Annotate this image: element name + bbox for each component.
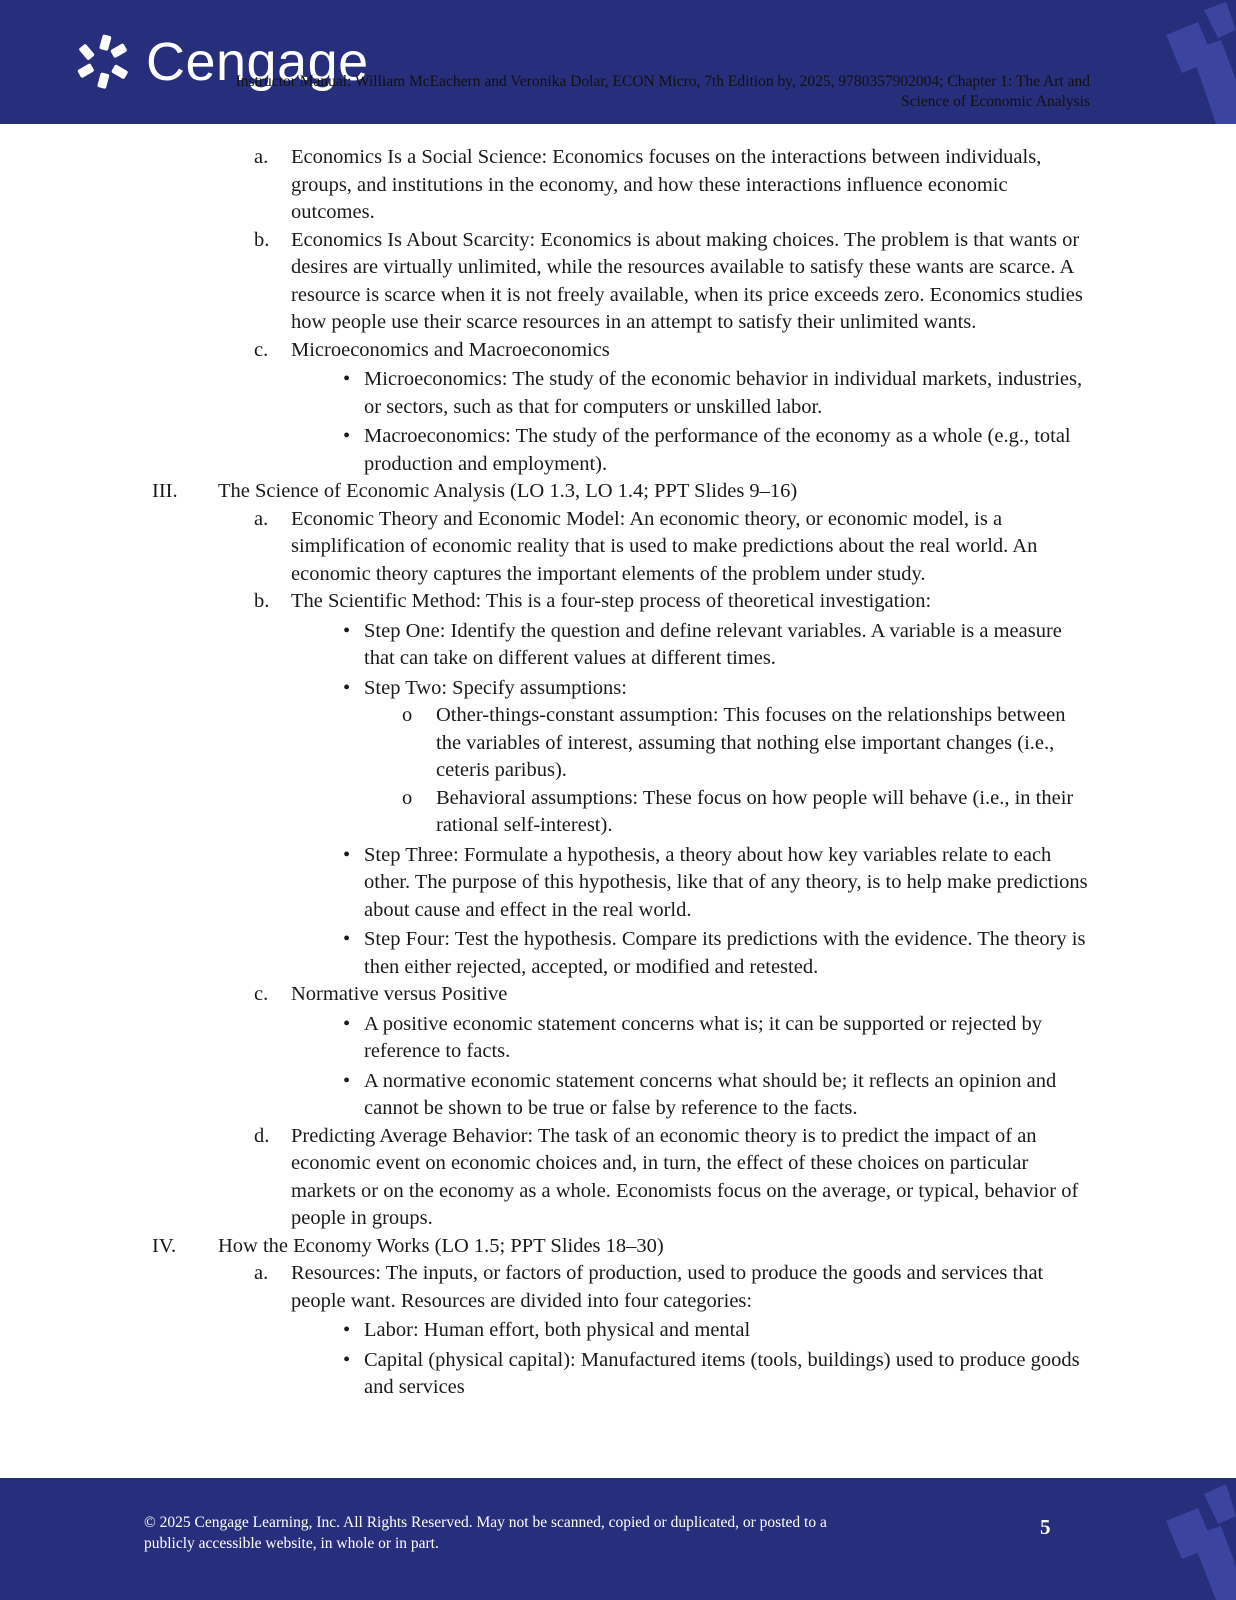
outline-item-text: Behavioral assumptions: These focus on how people will behave (i.e., in their rational self-interest).: [436, 786, 1074, 836]
outline-item: [0, 1233, 1090, 1261]
outline-item-text: Capital (physical capital): Manufactured items (tools, buildings) used to produce goods and services: [364, 1348, 1080, 1398]
bullet-marker: •: [343, 1348, 351, 1371]
corner-decoration-icon: [1136, 0, 1236, 124]
outline-item: [0, 423, 1090, 478]
outline-item-text: Other-things-constant assumption: This focuses on the relationships between the variables of interest, assuming that nothing else important changes (i.e., ceteris paribus).: [436, 704, 1066, 781]
outline-item: [0, 675, 1090, 703]
outline-item-text: Economics Is a Social Science: Economics focuses on the interactions between individuals, groups, and institutions in the economy, and how these interactions influence economic outcomes.: [291, 146, 1042, 223]
bullet-marker: •: [343, 425, 351, 447]
header-line-2: Science of Economic Analysis: [901, 93, 1090, 110]
outline-item-text: Predicting Average Behavior: The task of an economic theory is to predict the impact of an economic event on economic choices and, in turn, the effect of these choices on particular markets or on the economy as a whole. Economists focus on the average, or typical, behavior of people in groups.: [291, 1124, 1079, 1229]
outline-marker: a.: [254, 146, 269, 168]
outline-item-text: The Science of Economic Analysis (LO 1.3, LO 1.4; PPT Slides 9–16): [218, 480, 798, 502]
outline-item-text: The Scientific Method: This is a four-step process of theoretical investigation:: [291, 590, 932, 612]
outline-item-text: Normative versus Positive: [291, 983, 508, 1005]
outline-item-text: Macroeconomics: The study of the performance of the economy as a whole (e.g., total production and employment).: [364, 425, 1071, 475]
outline-item: [0, 981, 1090, 1009]
outline-item-text: How the Economy Works (LO 1.5; PPT Slides 18–30): [218, 1234, 664, 1257]
outline-item: [0, 1260, 1090, 1315]
copyright-notice: [144, 1512, 904, 1554]
outline-item-text: Economic Theory and Economic Model: An economic theory, or economic model, is a simplification of economic reality that is used to make predictions about the real world. An economic theory captures the important elements of the problem under study.: [291, 507, 1038, 585]
bullet-marker: •: [343, 368, 351, 390]
outline-item-text: Labor: Human effort, both physical and mental: [364, 1319, 751, 1341]
bullet-marker: •: [343, 843, 351, 866]
outline-item-text: A positive economic statement concerns what is; it can be supported or rejected by reference to facts.: [364, 1012, 1043, 1062]
outline-marker: c.: [254, 983, 269, 1005]
outline-item-text: Step Two: Specify assumptions:: [364, 676, 627, 699]
outline-marker: d.: [254, 1124, 270, 1147]
bullet-marker: •: [343, 619, 351, 642]
outline-marker: a.: [254, 507, 269, 530]
outline-item-text: Step One: Identify the question and define relevant variables. A variable is a measure that can take on different values at different times.: [364, 619, 1062, 669]
outline-item: [0, 478, 1090, 506]
outline-item: [0, 785, 1090, 840]
bullet-marker: •: [343, 1319, 351, 1341]
copyright-line-1: © 2025 Cengage Learning, Inc. All Rights Reserved. May not be scanned, copied or duplicated, or posted to a: [144, 1514, 827, 1531]
outline-item-text: Microeconomics and Macroeconomics: [291, 338, 610, 361]
bullet-marker: •: [343, 676, 351, 699]
document-body: [0, 144, 1236, 1402]
outline-item: [0, 926, 1090, 981]
outline-marker: a.: [254, 1262, 269, 1284]
outline-item: [0, 1347, 1090, 1402]
outline-item: [0, 842, 1090, 925]
outline-item-text: Step Four: Test the hypothesis. Compare its predictions with the evidence. The theory is then either rejected, accepted, or modified and retested.: [364, 928, 1086, 978]
outline-marker: b.: [254, 228, 270, 251]
sub-bullet-marker: o: [402, 786, 413, 809]
outline-item: [0, 1317, 1090, 1345]
page-number: 5: [1040, 1515, 1051, 1539]
outline-item-text: Step Three: Formulate a hypothesis, a theory about how key variables relate to each other. The purpose of this hypothesis, like that of any theory, is to help make predictions about cause and effect in the real world.: [364, 843, 1088, 921]
outline-marker: b.: [254, 590, 270, 612]
outline-item: [0, 506, 1090, 589]
outline-item-text: A normative economic statement concerns what should be; it reflects an opinion and cannot be shown to be true or false by reference to the facts.: [364, 1069, 1057, 1119]
bullet-marker: •: [343, 1069, 351, 1092]
page-header: [0, 0, 1236, 124]
outline-item: [0, 588, 1090, 616]
outline-item-text: Resources: The inputs, or factors of production, used to produce the goods and services that people want. Resources are divided into four categories:: [291, 1262, 1044, 1312]
outline-marker: III.: [152, 480, 178, 502]
sub-bullet-marker: o: [402, 704, 413, 726]
outline-item: [0, 1123, 1090, 1233]
outline-marker: IV.: [152, 1234, 177, 1257]
outline-item: [0, 618, 1090, 673]
cengage-logo-icon: [74, 31, 136, 93]
document-header-title: [190, 72, 1090, 112]
outline-item: [0, 1068, 1090, 1123]
outline-item: [0, 227, 1090, 337]
copyright-line-2: publicly accessible website, in whole or in part.: [144, 1535, 439, 1552]
outline-item-text: Microeconomics: The study of the economic behavior in individual markets, industries, or sectors, such as that for computers or unskilled labor.: [364, 368, 1083, 418]
outline-item: [0, 366, 1090, 421]
corner-decoration-icon: [1136, 1478, 1236, 1600]
outline-marker: c.: [254, 338, 269, 361]
outline-item: [0, 144, 1090, 227]
cengage-logo-wordmark: Cengage: [146, 32, 369, 92]
outline-item: [0, 337, 1090, 365]
bullet-marker: •: [343, 1012, 351, 1035]
bullet-marker: •: [343, 928, 351, 950]
outline-item: [0, 1011, 1090, 1066]
header-line-1: Instructor Manual: William McEachern and Veronika Dolar, ECON Micro, 7th Edition by, 2025, 9780357902004; Chapter 1: The Art and: [235, 73, 1090, 90]
outline-item-text: Economics Is About Scarcity: Economics is about making choices. The problem is that wants or desires are virtually unlimited, while the resources available to satisfy these wants are scarce. A resource is scarce when it is not freely available, when its price exceeds zero. Economics studies how people use their scarce resources in an attempt to satisfy their unlimited wants.: [291, 228, 1083, 333]
outline-item: [0, 702, 1090, 785]
